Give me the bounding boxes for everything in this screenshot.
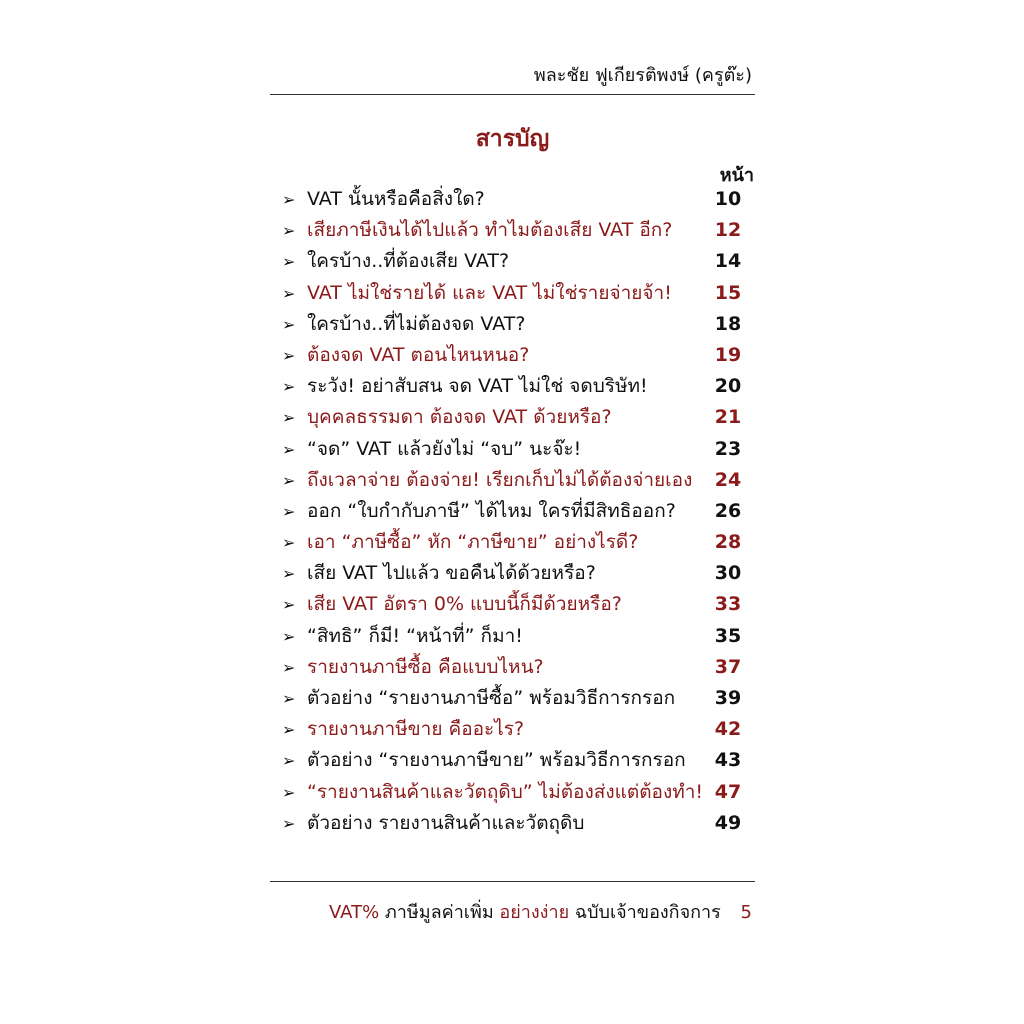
- bullet-arrow-icon: ➢: [282, 751, 296, 771]
- toc-entry-title: ใครบ้าง..ที่ไม่ต้องจด VAT?: [307, 312, 526, 335]
- bullet-arrow-icon: ➢: [282, 283, 296, 303]
- toc-entry-page-number: 30: [714, 562, 742, 585]
- toc-entry-title: ออก “ใบกำกับภาษี” ได้ไหม ใครที่มีสิทธิออก?: [307, 499, 676, 522]
- toc-entry-page-number: 49: [714, 811, 742, 834]
- toc-entry: [282, 340, 752, 371]
- toc-entry-title: ตัวอย่าง รายงานสินค้าและวัตถุดิบ: [307, 811, 585, 834]
- toc-entry-title: เอา “ภาษีซื้อ” หัก “ภาษีขาย” อย่างไรดี?: [307, 531, 639, 554]
- toc-entry: [282, 558, 752, 589]
- toc-entry-title: “รายงานสินค้าและวัตถุดิบ” ไม่ต้องส่งแต่ต้องทำ!: [307, 780, 704, 803]
- toc-entry-page-number: 43: [714, 749, 742, 772]
- toc-entry: [282, 434, 752, 465]
- toc-entry-page-number: 26: [714, 499, 742, 522]
- toc-entry-page-number: 10: [714, 188, 742, 210]
- bullet-arrow-icon: ➢: [282, 501, 296, 521]
- bullet-arrow-icon: ➢: [282, 657, 296, 677]
- running-header-author: พละชัย ฟูเกียรติพงษ์ (ครูต๊ะ): [533, 65, 752, 86]
- toc-entry-page-number: 18: [714, 312, 742, 335]
- toc-entry: [282, 589, 752, 620]
- bullet-arrow-icon: ➢: [282, 782, 296, 802]
- toc-entry-page-number: 15: [714, 281, 742, 304]
- toc-entry: [282, 215, 752, 246]
- toc-entry-title: “สิทธิ” ก็มี! “หน้าที่” ก็มา!: [307, 624, 523, 647]
- toc-entry: [282, 777, 752, 808]
- toc-entry: [282, 309, 752, 340]
- bullet-arrow-icon: ➢: [282, 470, 296, 490]
- toc-entry-title: บุคคลธรรมดา ต้องจด VAT ด้วยหรือ?: [307, 406, 612, 429]
- toc-entry-page-number: 28: [714, 531, 742, 554]
- toc-entry-title: ถึงเวลาจ่าย ต้องจ่าย! เรียกเก็บไม่ได้ต้องจ่ายเอง: [307, 468, 693, 491]
- toc-entry-page-number: 21: [714, 406, 742, 429]
- toc-entry: [282, 808, 752, 839]
- toc-entry-page-number: 35: [714, 624, 742, 647]
- toc-entry-page-number: 33: [714, 593, 742, 616]
- toc-entry-page-number: 20: [714, 375, 742, 398]
- toc-entry-page-number: 37: [714, 655, 742, 678]
- toc-entry-title: ระวัง! อย่าสับสน จด VAT ไม่ใช่ จดบริษัท!: [307, 375, 648, 398]
- toc-entry-page-number: 12: [714, 219, 742, 242]
- toc-entry-page-number: 39: [714, 687, 742, 709]
- bullet-arrow-icon: ➢: [282, 377, 296, 397]
- bullet-arrow-icon: ➢: [282, 595, 296, 615]
- toc-entry-page-number: 14: [714, 250, 742, 273]
- toc-entry-page-number: 47: [714, 780, 742, 803]
- table-of-contents: [282, 184, 752, 839]
- toc-entry-title: “จด” VAT แล้วยังไม่ “จบ” นะจ๊ะ!: [307, 437, 582, 460]
- page-column-label: หน้า: [719, 165, 754, 186]
- toc-entry: [282, 683, 752, 714]
- bullet-arrow-icon: ➢: [282, 190, 296, 209]
- bullet-arrow-icon: ➢: [282, 626, 296, 646]
- footer-page-number: 5: [740, 902, 752, 923]
- toc-entry: [282, 527, 752, 558]
- toc-entry: [282, 402, 752, 433]
- toc-entry: [282, 621, 752, 652]
- toc-entry-page-number: 24: [714, 468, 742, 491]
- toc-entry: [282, 371, 752, 402]
- toc-entry-title: ใครบ้าง..ที่ต้องเสีย VAT?: [307, 250, 510, 273]
- bullet-arrow-icon: ➢: [282, 720, 296, 740]
- header-divider: [270, 94, 755, 95]
- bullet-arrow-icon: ➢: [282, 439, 296, 459]
- toc-entry-title: เสีย VAT อัตรา 0% แบบนี้ก็มีด้วยหรือ?: [307, 593, 622, 616]
- page-title: สารบัญ: [475, 126, 550, 152]
- toc-entry-title: ต้องจด VAT ตอนไหนหนอ?: [307, 343, 530, 366]
- toc-entry: [282, 465, 752, 496]
- toc-entry: [282, 246, 752, 277]
- footer-divider: [270, 881, 755, 882]
- toc-entry-title: ตัวอย่าง “รายงานภาษีซื้อ” พร้อมวิธีการกรอก: [307, 687, 676, 709]
- toc-entry-title: ตัวอย่าง “รายงานภาษีขาย” พร้อมวิธีการกรอก: [307, 749, 686, 772]
- bullet-arrow-icon: ➢: [282, 564, 296, 584]
- toc-entry-title: รายงานภาษีซื้อ คือแบบไหน?: [307, 655, 544, 678]
- toc-entry-title: รายงานภาษีขาย คืออะไร?: [307, 718, 525, 741]
- bullet-arrow-icon: ➢: [282, 689, 296, 708]
- toc-entry-title: เสียภาษีเงินได้ไปแล้ว ทำไมต้องเสีย VAT อีก?: [307, 219, 673, 242]
- toc-entry-title: VAT ไม่ใช่รายได้ และ VAT ไม่ใช่รายจ่ายจ้า!: [307, 281, 672, 304]
- toc-entry: [282, 714, 752, 745]
- toc-entry-page-number: 42: [714, 718, 742, 741]
- footer-book-title-1: ภาษีมูลค่าเพิ่ม: [384, 902, 494, 923]
- bullet-arrow-icon: ➢: [282, 252, 296, 272]
- toc-entry-page-number: 23: [714, 437, 742, 460]
- toc-entry-title: เสีย VAT ไปแล้ว ขอคืนได้ด้วยหรือ?: [307, 562, 596, 585]
- footer-book-title-3: ฉบับเจ้าของกิจการ: [574, 902, 721, 923]
- footer-vat-label: VAT%: [329, 902, 380, 923]
- toc-entry: [282, 652, 752, 683]
- bullet-arrow-icon: ➢: [282, 408, 296, 428]
- toc-entry-title: VAT นั้นหรือคือสิ่งใด?: [307, 188, 485, 210]
- toc-entry: [282, 496, 752, 527]
- toc-entry: [282, 745, 752, 776]
- toc-entry: [282, 184, 752, 215]
- bullet-arrow-icon: ➢: [282, 314, 296, 334]
- bullet-arrow-icon: ➢: [282, 221, 296, 241]
- bullet-arrow-icon: ➢: [282, 813, 296, 833]
- footer-book-title-2: อย่างง่าย: [499, 902, 570, 923]
- toc-entry-page-number: 19: [714, 343, 742, 366]
- bullet-arrow-icon: ➢: [282, 345, 296, 365]
- toc-entry: [282, 278, 752, 309]
- bullet-arrow-icon: ➢: [282, 533, 296, 553]
- running-footer: [329, 897, 752, 926]
